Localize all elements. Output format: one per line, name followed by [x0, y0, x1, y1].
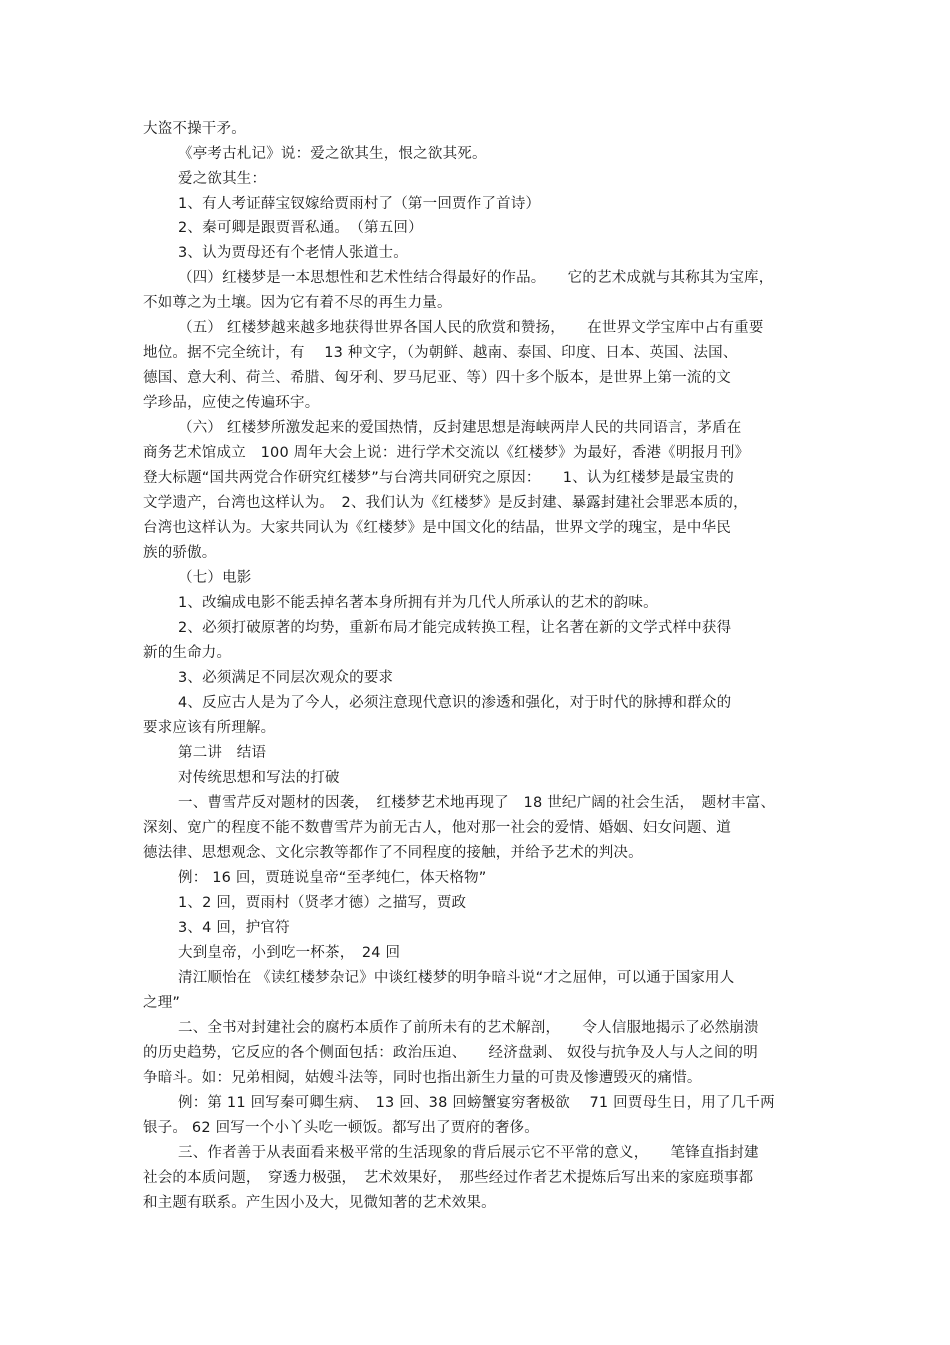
text-line: 1、改编成电影不能丢掉名著本身所拥有并为几代人所承认的艺术的韵味。: [178, 595, 658, 611]
text-line: 学珍品，应使之传遍环宇。: [143, 395, 320, 411]
text-line: 4、反应古人是为了今人，必须注意现代意识的渗透和强化，对于时代的脉搏和群众的: [178, 695, 732, 711]
text-line: 一、曹雪芹反对题材的因袭， 红楼梦艺术地再现了 18 世纪广阔的社会生活， 题材丰富、: [178, 795, 776, 811]
text-line: 的历史趋势，它反应的各个侧面包括：政治压迫、 经济盘剥、 奴役与抗争及人与人之间的明: [143, 1045, 758, 1061]
text-line: 银子。 62 回写一个小丫头吃一顿饭。都写出了贾府的奢侈。: [143, 1120, 539, 1136]
text-line: 登大标题“国共两党合作研究红楼梦”与台湾共同研究之原因： 1、认为红楼梦是最宝贵的: [143, 470, 734, 486]
text-line: 大盗不操干矛。: [143, 121, 246, 137]
text-line: 和主题有联系。产生因小及大，见微知著的艺术效果。: [143, 1195, 496, 1211]
text-line: 大到皇帝，小到吃一杯茶， 24 回: [178, 945, 401, 961]
text-line: 台湾也这样认为。大家共同认为《红楼梦》是中国文化的结晶，世界文学的瑰宝，是中华民: [143, 520, 731, 536]
text-line: 德法律、思想观念、文化宗教等都作了不同程度的接触，并给予艺术的判决。: [143, 845, 643, 861]
text-line: 3、认为贾母还有个老情人张道士。: [178, 245, 408, 261]
text-line: 1、2 回，贾雨村（贤孝才德）之描写，贾政: [178, 895, 467, 911]
text-line: 之理”: [143, 995, 181, 1011]
text-line: 德国、意大利、荷兰、希腊、匈牙利、罗马尼亚、等）四十多个版本，是世界上第一流的文: [143, 370, 731, 386]
text-line: （四）红楼梦是一本思想性和艺术性结合得最好的作品。 它的艺术成就与其称其为宝库，: [178, 270, 774, 286]
text-line: （六） 红楼梦所激发起来的爱国热情，反封建思想是海峡两岸人民的共同语言，茅盾在: [178, 420, 742, 436]
text-line: 新的生命力。: [143, 645, 232, 661]
text-line: 例： 16 回，贾琏说皇帝“至孝纯仁，体天格物”: [178, 870, 487, 886]
section-subheading: 对传统思想和写法的打破: [178, 770, 340, 786]
text-line: 争暗斗。如：兄弟相阋，姑嫂斗法等，同时也指出新生力量的可贵及惨遭毁灭的痛惜。: [143, 1070, 702, 1086]
text-line: 不如尊之为土壤。因为它有着不尽的再生力量。: [143, 295, 452, 311]
text-line: 深刻、宽广的程度不能不数曹雪芹为前无古人，他对那一社会的爱情、婚姻、妇女问题、道: [143, 820, 731, 836]
text-line: 三、作者善于从表面看来极平常的生活现象的背后展示它不平常的意义， 笔锋直指封建: [178, 1145, 759, 1161]
text-line: 《亭考古札记》说：爱之欲其生，恨之欲其死。: [178, 146, 487, 162]
text-line: （七）电影: [178, 570, 252, 586]
text-line: 文学遗产，台湾也这样认为。 2、我们认为《红楼梦》是反封建、暴露封建社会罪恶本质的，: [143, 495, 748, 511]
text-line: 二、全书对封建社会的腐朽本质作了前所未有的艺术解剖， 令人信服地揭示了必然崩溃: [178, 1020, 759, 1036]
text-line: 社会的本质问题， 穿透力极强， 艺术效果好， 那些经过作者艺术提炼后写出来的家庭琐事都: [143, 1170, 754, 1186]
text-line: 3、必须满足不同层次观众的要求: [178, 670, 394, 686]
text-line: 2、秦可卿是跟贾晋私通。 （第五回）: [178, 220, 423, 236]
text-line: 地位。据不完全统计，有 13 种文字，（为朝鲜、越南、泰国、印度、日本、英国、法国、: [143, 345, 738, 361]
section-heading: 第二讲 结语: [178, 745, 267, 761]
text-line: 2、必须打破原著的均势，重新布局才能完成转换工程，让名著在新的文学式样中获得: [178, 620, 732, 636]
text-line: 1、有人考证薛宝钗嫁给贾雨村了（第一回贾作了首诗）: [178, 196, 541, 212]
text-line: 爱之欲其生：: [178, 171, 267, 187]
text-line: 族的骄傲。: [143, 545, 217, 561]
text-line: 要求应该有所理解。: [143, 720, 276, 736]
text-line: （五） 红楼梦越来越多地获得世界各国人民的欣赏和赞扬， 在世界文学宝库中占有重要: [178, 320, 764, 336]
text-line: 例：第 11 回写秦可卿生病、 13 回、38 回螃蟹宴穷奢极欲 71 回贾母生日，用了几千两: [178, 1095, 775, 1111]
text-line: 清江顺怡在 《读红楼梦杂记》中谈红楼梦的明争暗斗说“才之屈伸，可以通于国家用人: [178, 970, 735, 986]
text-line: 3、4 回，护官符: [178, 920, 290, 936]
text-line: 商务艺术馆成立 100 周年大会上说：进行学术交流以《红楼梦》为最好，香港《明报月刊》: [143, 445, 750, 461]
